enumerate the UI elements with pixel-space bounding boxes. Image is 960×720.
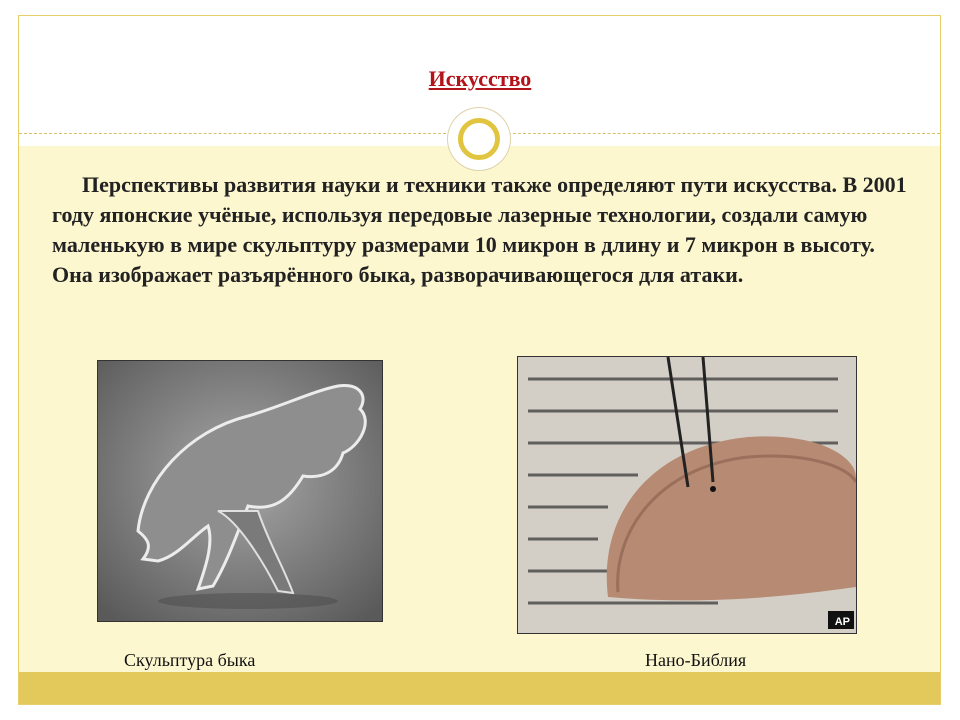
- nano-bible-drawing: [518, 357, 856, 633]
- image-credit-label: AP: [834, 616, 850, 628]
- ring-ornament-icon: [448, 108, 510, 170]
- bull-sculpture-drawing: [98, 361, 382, 621]
- bull-caption: Скульптура быка: [124, 650, 256, 670]
- bull-sculpture-image: [97, 360, 383, 622]
- bible-caption: Нано-Библия: [645, 650, 747, 670]
- slide-title: Искусство: [428, 66, 532, 91]
- nano-bible-image: [517, 356, 857, 634]
- slide-paragraph: Перспективы развития науки и техники также определяют пути искусства. В 2001 году японские учёные, используя передовые лазерные технологии, создали самую маленькую в мире скульптуру размерами 10 микрон в длину и 7 микрон в высоту. Она изображает разъярённого быка, разворачивающегося для атаки.: [52, 172, 907, 287]
